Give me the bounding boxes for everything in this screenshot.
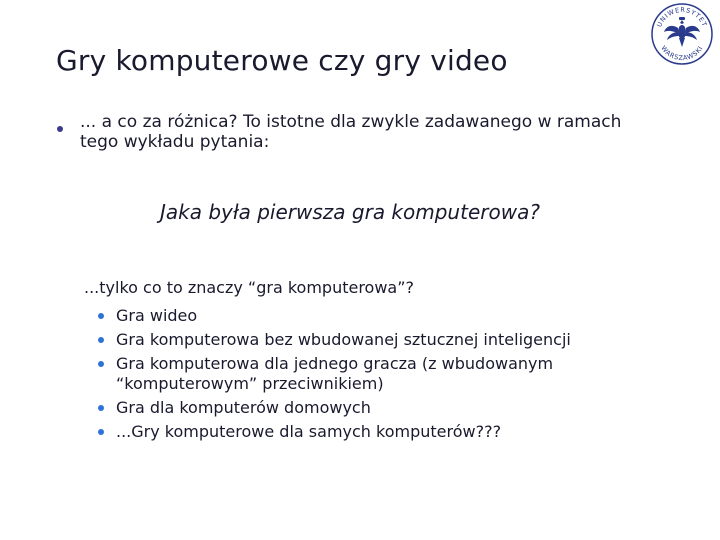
eagle-seal-icon (650, 2, 714, 66)
svg-text:WARSZAWSKI: WARSZAWSKI (659, 44, 705, 63)
list-item-text: Gra dla komputerów domowych (116, 398, 371, 417)
list-item-text: Gra wideo (116, 306, 198, 325)
main-bullet-dot (57, 126, 63, 132)
list-item (96, 398, 656, 418)
bullet-dot (98, 429, 104, 435)
bullet-dot (98, 337, 104, 343)
bullet-dot (98, 361, 104, 367)
list-item (96, 330, 656, 350)
bullet-dot (98, 313, 104, 319)
bullet-dot (98, 405, 104, 411)
list-item (96, 306, 656, 326)
sub-intro-text: ...tylko co to znaczy “gra komputerowa”? (84, 278, 415, 297)
svg-text:UNIWERSYTET: UNIWERSYTET (655, 5, 709, 29)
list-item (96, 354, 656, 394)
list-item (96, 422, 656, 442)
central-question: Jaka była pierwsza gra komputerowa? (160, 200, 540, 224)
slide-title: Gry komputerowe czy gry video (56, 44, 508, 77)
sub-bullet-list (96, 306, 656, 446)
list-item-text: Gra komputerowa bez wbudowanej sztucznej inteligencji (116, 330, 571, 349)
main-bullet-text: ... a co za różnica? To istotne dla zwykle zadawanego w ramach tego wykładu pytania: (80, 112, 622, 152)
list-item-text: ...Gry komputerowe dla samych komputerów??? (116, 422, 502, 441)
university-logo (650, 2, 714, 66)
list-item-text: Gra komputerowa dla jednego gracza (z wbudowanym “komputerowym” przeciwnikiem) (116, 354, 554, 393)
